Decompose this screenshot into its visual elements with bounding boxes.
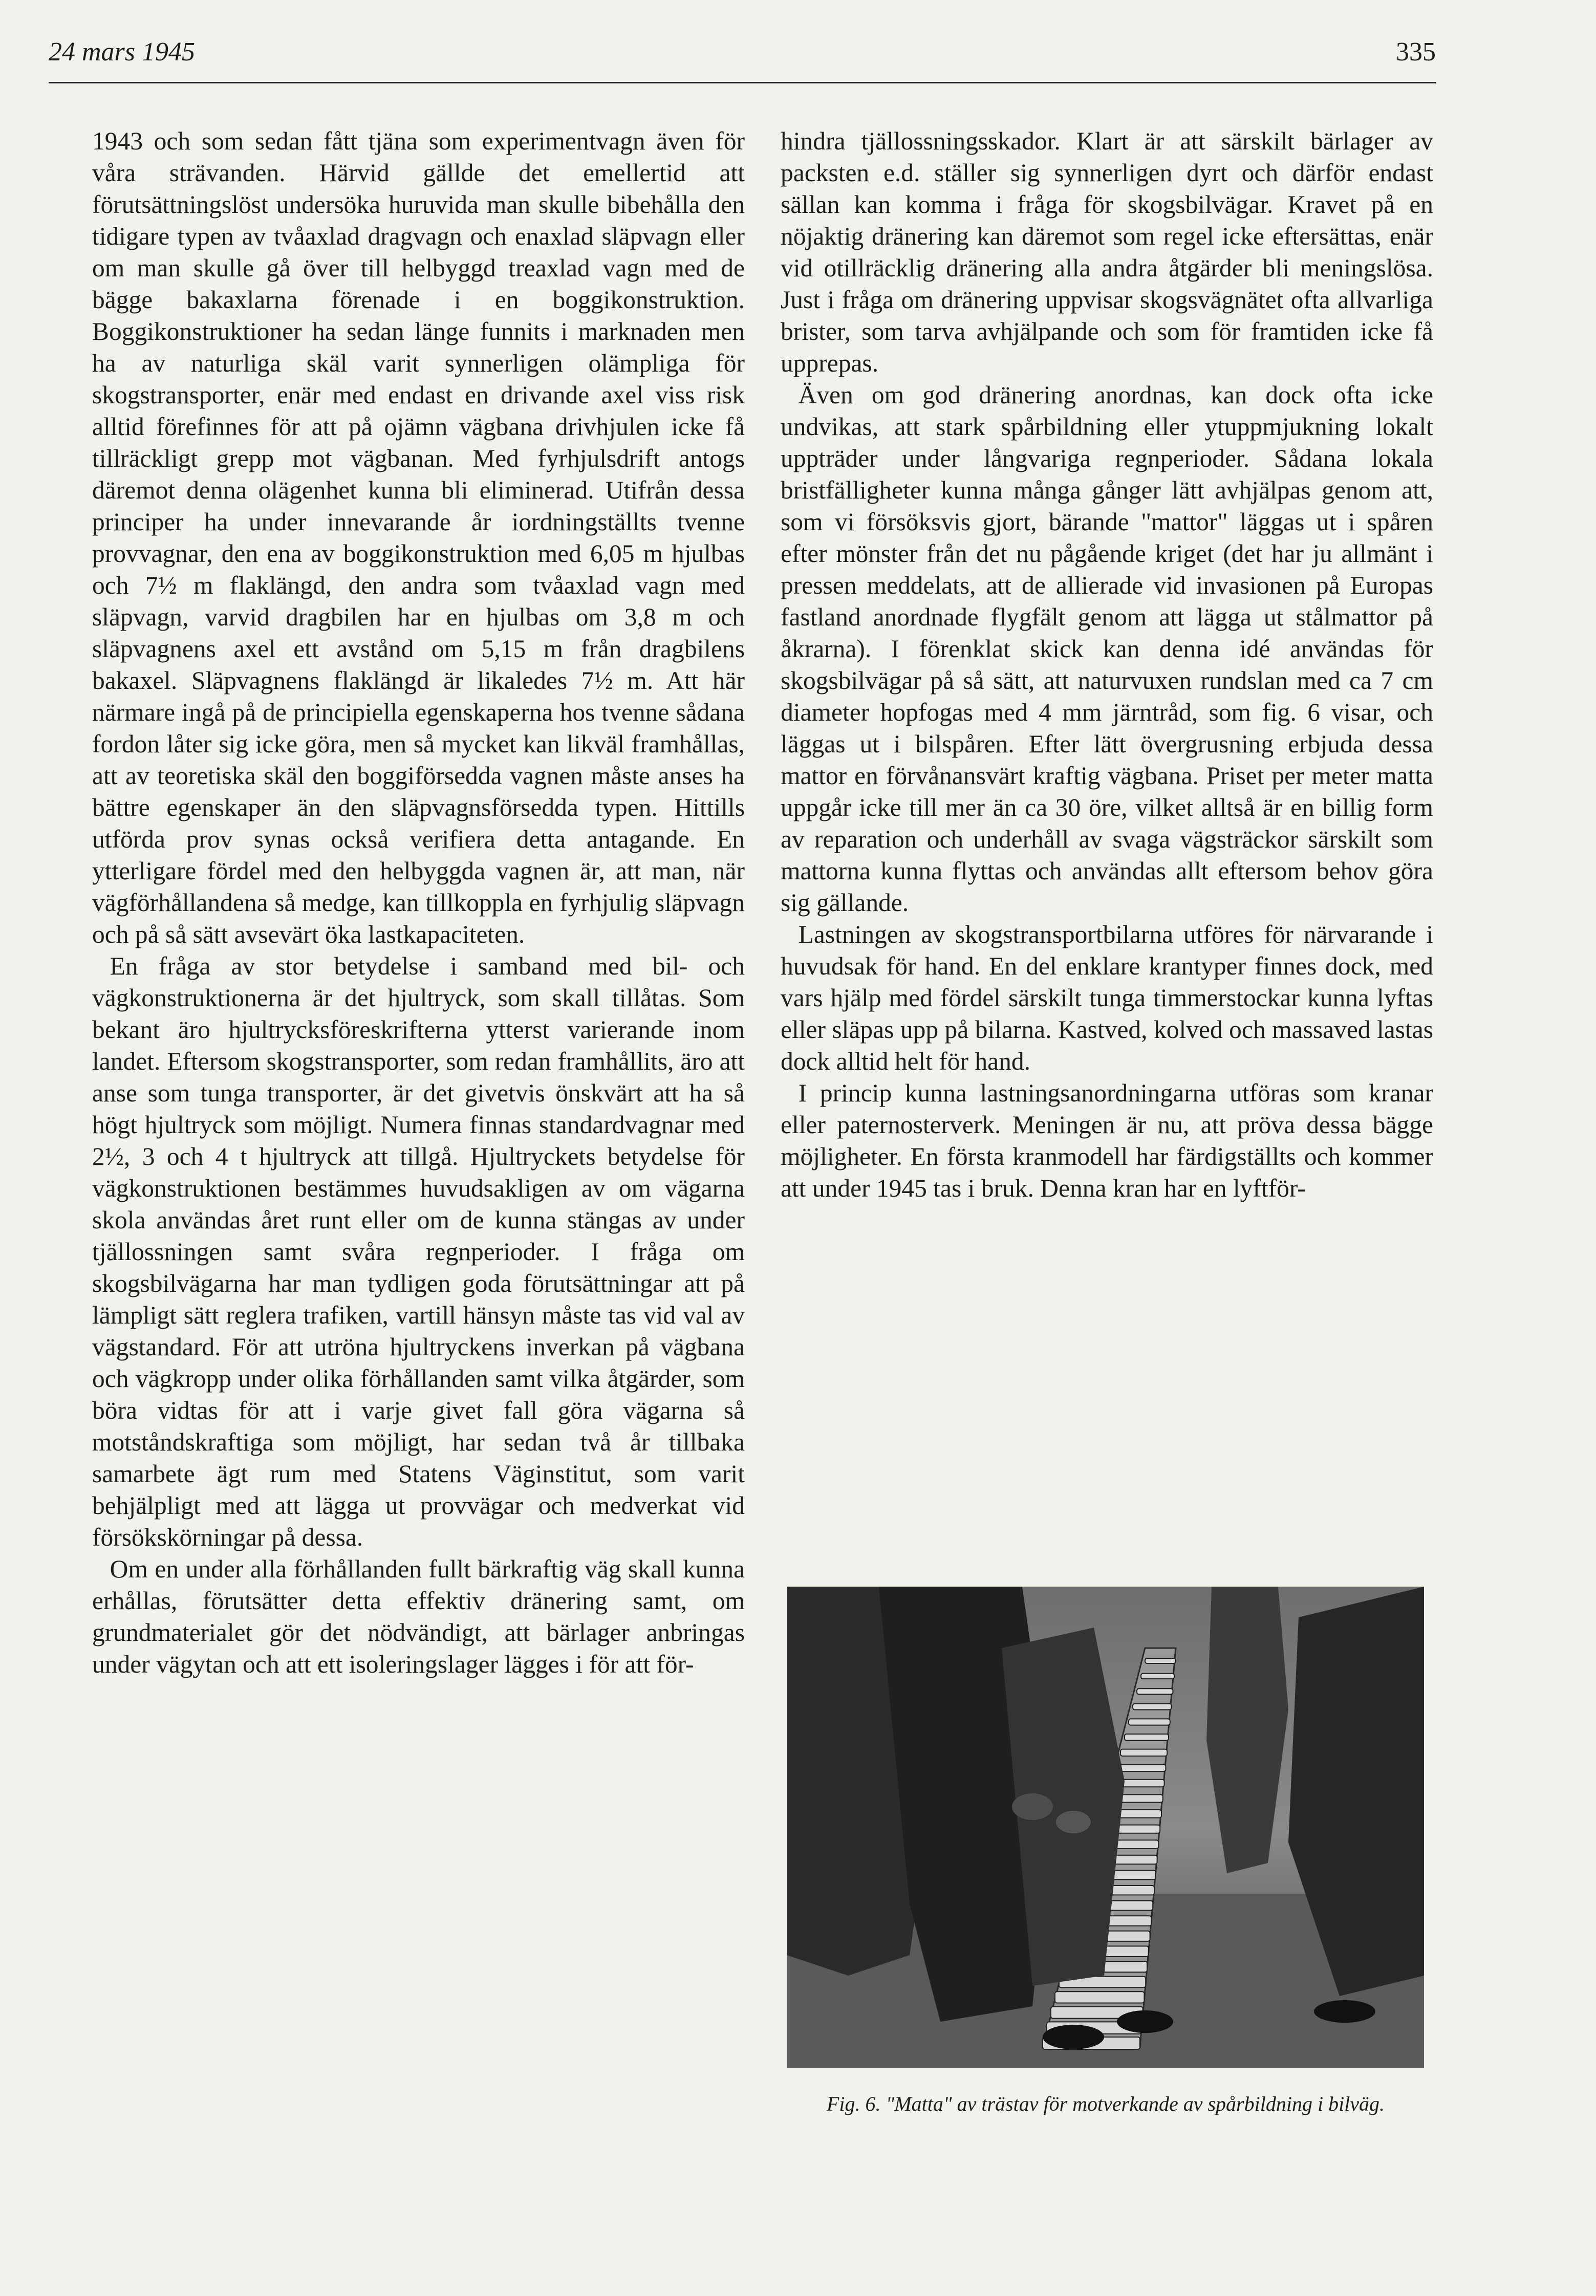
paragraph: I princip kunna lastningsanordningarna utföras som kranar eller paternosterverk. Meningen är nu, att pröva dessa bägge möjligheter. En första kranmodell har färdigställts och kommer att under 1945 tas i bruk. Denna kran har en lyftför- bbox=[781, 1079, 1433, 1202]
issue-date: 24 mars 1945 bbox=[49, 37, 196, 67]
right-column bbox=[781, 125, 1433, 1204]
log-rail bbox=[1125, 1734, 1169, 1741]
log-rail bbox=[1055, 1991, 1144, 2003]
page-header bbox=[49, 37, 1436, 73]
log-rail bbox=[1145, 1658, 1176, 1663]
log-rail bbox=[1141, 1674, 1174, 1679]
log-mat-photo bbox=[787, 1587, 1424, 2068]
log-rail bbox=[1120, 1749, 1167, 1756]
log-rail bbox=[1137, 1688, 1173, 1694]
log-rail bbox=[1116, 1764, 1166, 1771]
header-rule bbox=[49, 82, 1436, 83]
paragraph: Om en under alla förhållanden fullt bärkraftig väg skall kunna erhållas, förutsätter detta effektiv dränering samt, om grundmaterialet gör det nödvändigt, att bärlager anbringas under vägytan och att ett isoleringslager lägges i för att för- bbox=[92, 1555, 745, 1678]
figure-caption: Fig. 6. "Matta" av trästav för motverkande av spårbildning i bilväg. bbox=[826, 2092, 1385, 2115]
left-column bbox=[92, 125, 745, 1680]
paragraph: Lastningen av skogstransportbilarna utföres för närvarande i huvudsak för hand. En del enklare krantyper finnes dock, med vars hjälp med fördel särskilt tunga timmerstockar kunna lyftas eller släpas upp på bilarna. Kastved, kolved och massaved lastas dock alltid helt för hand. bbox=[781, 920, 1433, 1075]
log-rail bbox=[1133, 1704, 1172, 1710]
paragraph: 1943 och som sedan fått tjäna som experimentvagn även för våra strävanden. Härvid gällde det emellertid att förutsättningslöst undersöka huruvida man skulle bibehålla den tidigare typen av tvåaxlad dragvagn och enaxlad släpvagn eller om man skulle gå över till helbyggd treaxlad vagn med de bägge bakaxlarna förenade i en boggikonstruktion. Boggikonstruktioner ha sedan länge funnits i marknaden men ha av naturliga skäl varit synnerligen olämpliga för skogstransporter, enär med endast en drivande axel viss risk alltid förefinnes för att på ojämn vägbana drivhjulen icke få tillräckligt grepp mot vägbanan. Med fyrhjulsdrift antogs däremot denna olägenhet kunna bli eliminerad. Utifrån dessa principer ha under innevarande år iordningställts tvenne provvagnar, den ena av boggikonstruktion med 6,05 m hjulbas och 7½ m flaklängd, den andra som tvåaxlad vagn med släpvagn, varvid dragbilen har en hjulbas om 3,8 m och släpvagnens axel ett avstånd om 5,15 m från dragbilens bakaxel. Släpvagnens flaklängd är likaledes 7½ m. Att här närmare ingå på de principiella egenskaperna hos tvenne sådana fordon låter sig icke göra, men så mycket kan likväl framhållas, att av teoretiska skäl den boggiförsedda vagnen måste anses ha bättre egenskaper än den släpvagnsförsedda typen. Hittills utförda prov synas också verifiera detta antagande. En ytterligare fördel med den helbyggda vagnen är, att man, när vägförhållandena så medge, kan tillkoppla en fyrhjulig släpvagn och på så sätt avsevärt öka lastkapaciteten. bbox=[92, 127, 745, 948]
paragraph: En fråga av stor betydelse i samband med bil- och vägkonstruktionerna är det hjultryck, som skall tillåtas. Som bekant äro hjultrycksföreskrifterna ytterst varierande inom landet. Eftersom skogstransporter, som redan framhållits, äro att anse som tunga transporter, är det givetvis önskvärt att ha så högt hjultryck som möjligt. Numera finnas standardvagnar med 2½, 3 och 4 t hjultryck att tillgå. Hjultryckets betydelse för vägkonstruktionen bestämmes huvudsakligen av om vägarna skola användas året runt eller om de kunna stängas av under tjällossningen samt svåra regnperioder. I fråga om skogsbilvägarna har man tydligen goda förutsättningar att på lämpligt sätt reglera trafiken, vartill hänsyn måste tas vid val av vägstandard. För att utröna hjultryckens inverkan på vägbana och vägkropp under olika förhållanden samt vilka åtgärder, som böra vidtas för att i varje givet fall göra vägarna så motståndskraftiga som möjligt, har sedan två år tillbaka samarbete ägt rum med Statens Väginstitut, som varit behjälpligt med att lägga ut provvägar och medverkat vid försökskörningar på dessa. bbox=[92, 952, 745, 1551]
paragraph: Även om god dränering anordnas, kan dock ofta icke undvikas, att stark spårbildning eller ytuppmjukning lokalt uppträder under långvariga regnperioder. Sådana lokala bristfälligheter kunna många gånger lätt avhjälpas genom att, som vi försöksvis gjort, bärande "mattor" läggas ut i spåren efter mönster från det nu pågående kriget (det har ju allmänt i pressen meddelats, att de allierade vid invasionen på Europas fastland anordnade flygfält genom att lägga ut stålmattor på åkrarna). I förenklat skick kan denna idé användas för skogsbilvägar på så sätt, att naturvuxen rundslan med ca 7 cm diameter hopfogas med 4 mm järntråd, som fig. 6 visar, och läggas ut i bilspåren. Efter lätt övergrusning erbjuda dessa mattor en förvånansvärt kraftig vägbana. Priset per meter matta uppgår icke till mer än ca 30 öre, vilket alltså är en billig form av reparation och underhåll av svaga vägsträckor särskilt som mattorna kunna flyttas och användas allt eftersom behov göra sig gällande. bbox=[781, 381, 1433, 917]
paragraph: hindra tjällossningsskador. Klart är att särskilt bärlager av packsten e.d. ställer sig synnerligen dyrt och därför endast sällan kan komma i fråga för skogsbilvägar. Kravet på en nöjaktig dränering kan däremot som regel icke eftersättas, enär vid otillräcklig dränering alla andra åtgärder bli meningslösa. Just i fråga om dränering uppvisar skogsvägnätet ofta allvarliga brister, som tarva avhjälpande och som för framtiden icke få upprepas. bbox=[781, 127, 1433, 377]
page-number: 335 bbox=[1396, 37, 1436, 67]
figure-photo bbox=[787, 1587, 1424, 2068]
log-rail bbox=[1129, 1719, 1170, 1725]
